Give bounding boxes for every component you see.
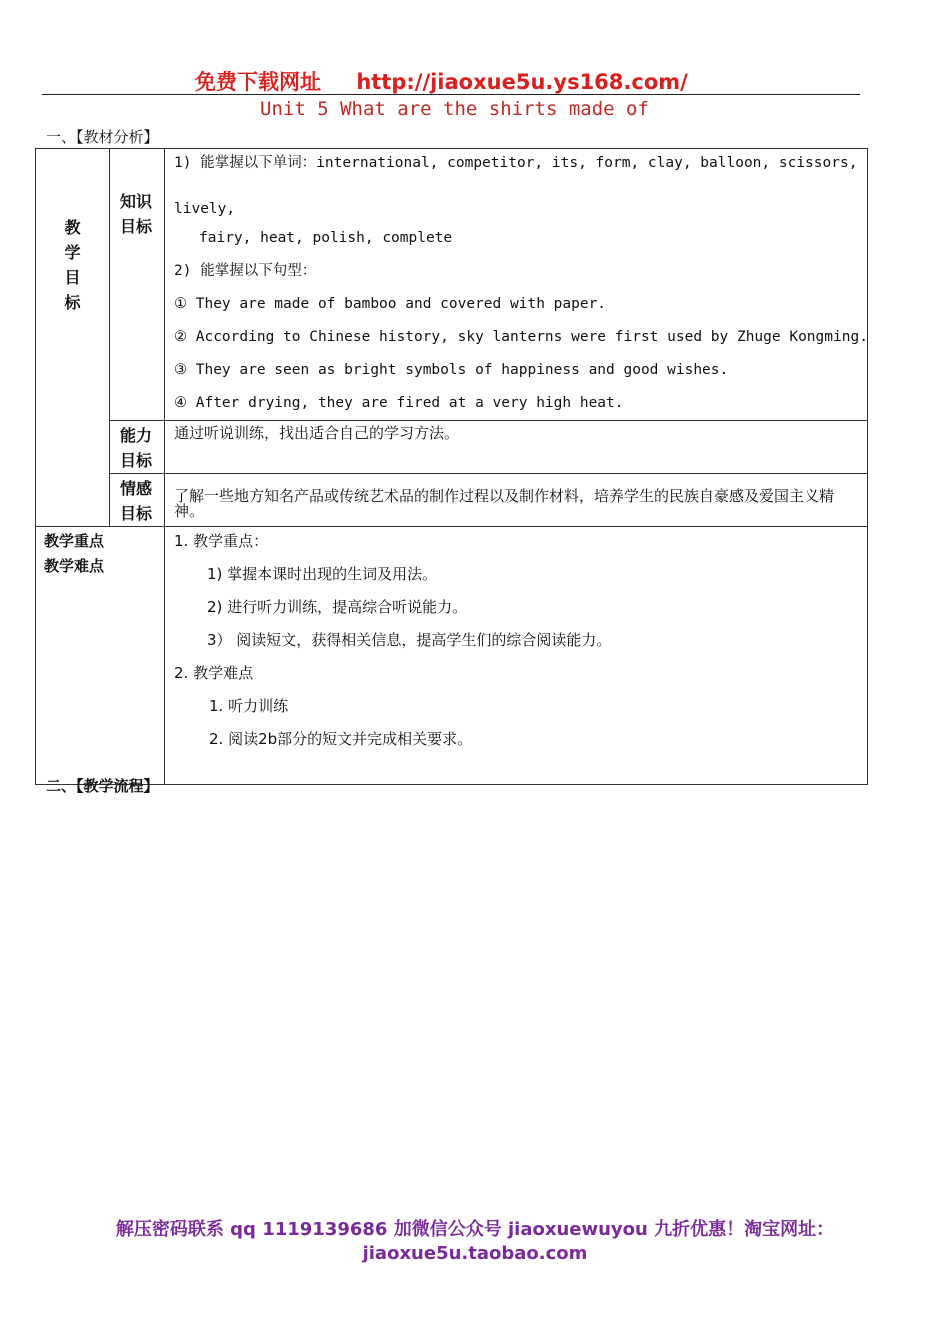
key-point-heading: 1. 教学重点： xyxy=(174,532,269,550)
key-points-label-line: 教学难点 xyxy=(44,557,105,575)
ability-label-line: 目标 xyxy=(120,451,153,470)
emotion-content: 了解一些地方知名产品或传统艺术品的制作过程以及制作材料，培养学生的民族自豪感及爱国主义精神。 xyxy=(165,474,868,527)
section-heading-process: 二、【教学流程】 xyxy=(46,777,159,795)
download-url[interactable]: http://jiaoxue5u.ys168.com/ xyxy=(356,70,688,94)
knowledge-content xyxy=(165,149,868,421)
goals-label-char: 学 xyxy=(64,243,81,262)
key-point-item: 2) 进行听力训练，提高综合听说能力。 xyxy=(207,598,468,616)
download-header xyxy=(195,66,688,96)
emotion-label xyxy=(110,474,165,527)
vocab-line: fairy, heat, polish, complete xyxy=(199,230,453,246)
sentence-pattern: ② According to Chinese history, sky lanterns were first used by Zhuge Kongming. xyxy=(174,329,868,345)
free-download-label: 免费下载网址 xyxy=(195,70,321,94)
knowledge-label-line: 知识 xyxy=(120,192,153,211)
emotion-row xyxy=(36,474,868,527)
ability-row xyxy=(36,421,868,474)
knowledge-label xyxy=(110,149,165,421)
footer-contact-line: 解压密码联系 qq 1119139686 加微信公众号 jiaoxuewuyou 九折优惠！淘宝网址： xyxy=(115,1219,835,1240)
vocab-line: lively, xyxy=(174,201,236,217)
footer-promo xyxy=(0,1218,950,1266)
key-point-item: 3） 阅读短文，获得相关信息，提高学生们的综合阅读能力。 xyxy=(207,631,612,649)
knowledge-label-line: 目标 xyxy=(120,217,153,236)
section-heading-analysis: 一、【教材分析】 xyxy=(46,128,159,146)
goals-label-char: 教 xyxy=(64,218,81,237)
key-points-label xyxy=(36,527,165,785)
teaching-goals-label xyxy=(36,149,110,527)
ability-label-line: 能力 xyxy=(120,426,153,445)
lesson-plan-table xyxy=(35,148,868,785)
goals-label-char: 目 xyxy=(64,268,81,287)
document-title: Unit 5 What are the shirts made of xyxy=(260,98,649,120)
header-divider xyxy=(42,94,860,95)
goals-label-char: 标 xyxy=(64,293,81,312)
emotion-label-line: 情感 xyxy=(120,479,153,498)
key-points-content xyxy=(165,527,868,785)
difficulty-item: 1. 听力训练 xyxy=(209,697,289,715)
sentence-pattern: ④ After drying, they are fired at a very high heat. xyxy=(174,395,624,411)
footer-shop-url[interactable]: jiaoxue5u.taobao.com xyxy=(362,1243,588,1264)
sentence-pattern-heading: 2) 能掌握以下句型： xyxy=(174,263,317,279)
vocab-line: 1) 能掌握以下单词：international, competitor, its, form, clay, balloon, scissors, xyxy=(174,155,858,171)
sentence-pattern: ③ They are seen as bright symbols of happiness and good wishes. xyxy=(174,362,729,378)
difficulty-item: 2. 阅读2b部分的短文并完成相关要求。 xyxy=(209,730,473,748)
knowledge-row xyxy=(36,149,868,421)
ability-label xyxy=(110,421,165,474)
emotion-label-line: 目标 xyxy=(120,504,153,523)
key-point-item: 1) 掌握本课时出现的生词及用法。 xyxy=(207,565,438,583)
ability-content: 通过听说训练，找出适合自己的学习方法。 xyxy=(165,421,868,474)
sentence-pattern: ① They are made of bamboo and covered with paper. xyxy=(174,296,607,312)
key-points-label-line: 教学重点 xyxy=(44,532,105,550)
key-points-row xyxy=(36,527,868,785)
difficulty-heading: 2. 教学难点 xyxy=(174,664,254,682)
